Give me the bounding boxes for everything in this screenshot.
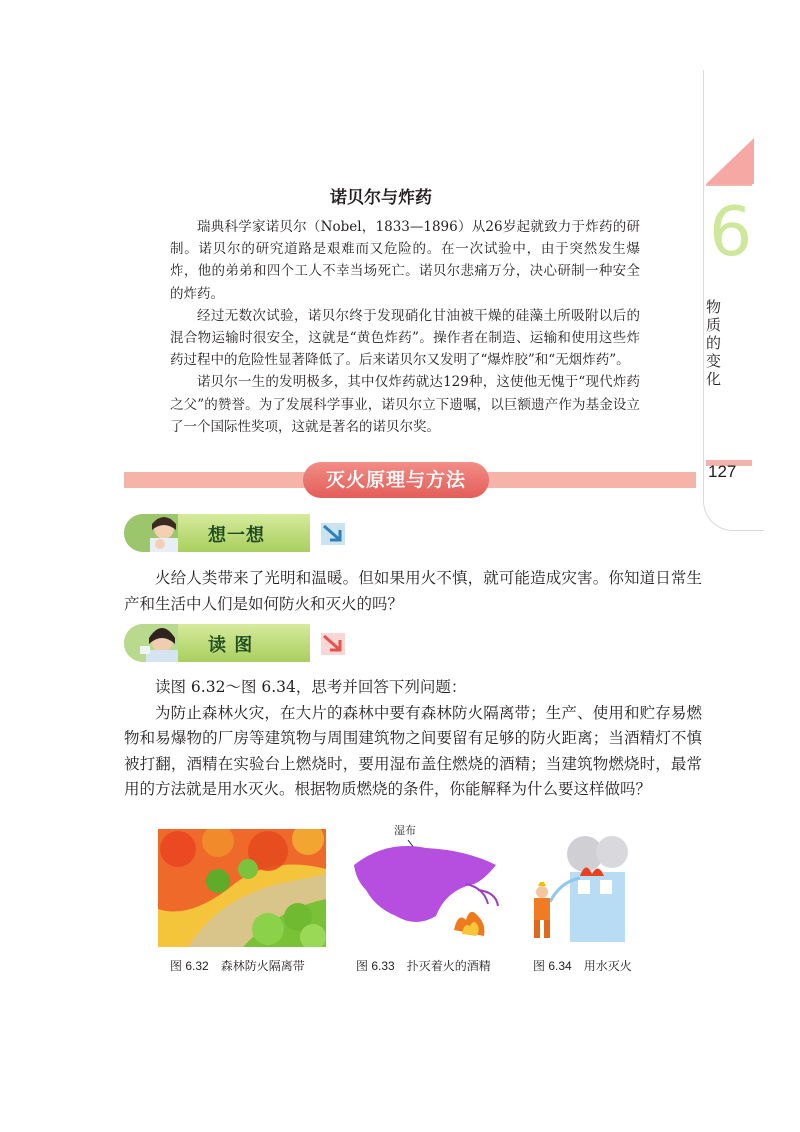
chapter-tab-triangle <box>706 138 754 184</box>
reading-paragraph: 诺贝尔一生的发明极多，其中仅炸药就达129种，这使他无愧于“现代炸药之父”的赞誉。为了发展科学事业，诺贝尔立下遗嘱，以巨额遗产作为基金设立了一个国际性奖项，这就是著名的诺贝尔奖。 <box>170 374 640 435</box>
think-paragraph: 火给人类带来了光明和温暖。但如果用火不慎，就可能造成灾害。你知道日常生产和生活中人们是如何防火和灭火的吗？ <box>124 569 702 613</box>
figure-forest-firebreak <box>158 829 326 947</box>
figure-caption: 图 6.32 森林防火隔离带 <box>170 959 305 973</box>
figure-caption: 图 6.34 用水灭火 <box>533 959 632 973</box>
read-figure-label: 读 图 <box>208 635 254 656</box>
arrow-icon <box>320 632 346 656</box>
reading-box-text <box>170 216 640 438</box>
figure-label-wet-cloth: 湿布 <box>394 825 416 837</box>
figure-wet-cloth-fire <box>346 820 516 950</box>
reading-paragraph: 瑞典科学家诺贝尔（Nobel，1833—1896）从26岁起就致力于炸药的研制。诺贝尔的研究道路是艰难而又危险的。在一次试验中，由于突然发生爆炸，他的弟弟和四个工人不幸当场死亡。诺贝尔悲痛万分，决心研制一种安全的炸药。 <box>170 219 640 302</box>
reading-box-title: 诺贝尔与炸药 <box>330 188 432 208</box>
think-label-band <box>178 514 310 552</box>
chapter-number: 6 <box>709 193 753 272</box>
side-rule-curve <box>703 480 764 531</box>
figure-water-extinguish <box>520 832 640 948</box>
think-label: 想一想 <box>208 525 265 546</box>
section-heading: 灭火原理与方法 <box>303 462 489 498</box>
read-figure-heading <box>124 624 310 662</box>
chapter-tab-band <box>706 184 752 186</box>
student-avatar <box>124 624 186 662</box>
read-figure-text <box>124 675 702 803</box>
read-figure-paragraph: 为防止森林火灾，在大片的森林中要有森林防火隔离带；生产、使用和贮存易燃物和易爆物的厂房等建筑物与周围建筑物之间要留有足够的防火距离；当酒精灯不慎被打翻，酒精在实验台上燃烧时，要用湿布盖住燃烧的酒精；当建筑物燃烧时，最常用的方法就是用水灭火。根据物质燃烧的条件，你能解释为什么要这样做吗？ <box>124 703 702 798</box>
figure-caption: 图 6.33 扑灭着火的酒精 <box>356 959 491 973</box>
chapter-title: 物质的变化 <box>706 298 722 388</box>
page-number: 127 <box>708 462 737 481</box>
read-figure-label-band <box>178 624 310 662</box>
think-text <box>124 566 702 617</box>
arrow-icon <box>320 522 346 546</box>
reading-paragraph: 经过无数次试验，诺贝尔终于发现硝化甘油被干燥的硅藻土所吸附以后的混合物运输时很安全，这就是“黄色炸药”。操作者在制造、运输和使用这些炸药过程中的危险性显著降低了。后来诺贝尔又发明了“爆炸胶”和“无烟炸药”。 <box>170 307 640 369</box>
student-avatar <box>124 514 186 552</box>
side-rule <box>703 70 704 495</box>
read-figure-intro: 读图 6.32～图 6.34，思考并回答下列问题： <box>155 678 467 696</box>
think-heading <box>124 514 310 552</box>
